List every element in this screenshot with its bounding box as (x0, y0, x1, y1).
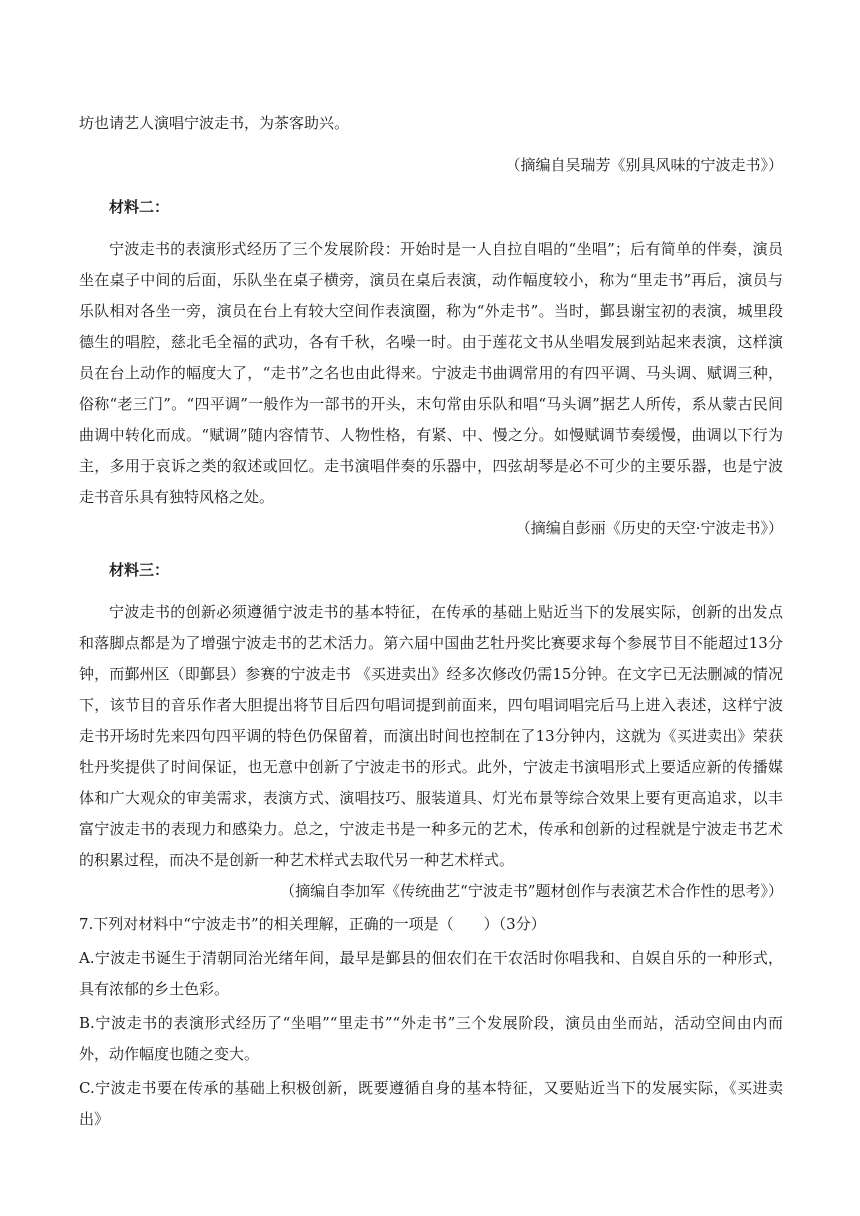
material1-tail: 坊也请艺人演唱宁波走书，为茶客助兴。 (79, 114, 350, 132)
material3-source: （摘编自李加军《传统曲艺“宁波走书”题材创作与表演艺术合作性的思考》） (280, 882, 783, 900)
document-content (79, 108, 783, 1135)
material2-body: 宁波走书的表演形式经历了三个发展阶段：开始时是一人自拉自唱的“坐唱”；后有简单的伴奏，演员坐在桌子中间的后面，乐队坐在桌子横旁，演员在桌后表演，动作幅度较小，称为“里走书”再后，演员与乐队相对各坐一旁，演员在台上有较大空间作表演圈，称为“外走书”。当时，鄞县谢宝初的表演，城里段德生的唱腔，慈北毛全福的武功，各有千秋，名噪一时。由于莲花文书从坐唱发展到站起来表演，这样演员在台上动作的幅度大了，“走书”之名也由此得来。宁波走书曲调常用的有四平调、马头调、赋调三种，俗称“老三门”。“四平调”一般作为一部书的开头，末句常由乐队和唱“马头调”据艺人所传，系从蒙古民间曲调中转化而成。“赋调”随内容情节、人物性格，有紧、中、慢之分。如慢赋调节奏缓慢，曲调以下行为主，多用于哀诉之类的叙述或回忆。走书演唱伴奏的乐器中，四弦胡琴是必不可少的主要乐器，也是宁波走书音乐具有独特风格之处。 (79, 240, 783, 506)
option-a: A.宁波走书诞生于清朝同治光绪年间，最早是鄞县的佃农们在干农活时你唱我和、自娱自乐的一种形式，具有浓郁的乡土色彩。 (79, 949, 783, 998)
material1-source: （摘编自吴瑞芳《别具风味的宁波走书》） (505, 156, 783, 174)
material2-heading: 材料二： (109, 198, 170, 216)
material3-body: 宁波走书的创新必须遵循宁波走书的基本特征，在传承的基础上贴近当下的发展实际，创新的出发点和落脚点都是为了增强宁波走书的艺术活力。第六届中国曲艺牡丹奖比赛要求每个参展节目不能超过13分钟，而鄞州区（即鄞县）参赛的宁波走书 《买进卖出》经多次修改仍需15分钟。在文字已无法删减的情况下，该节目的音乐作者大胆提出将节目后四句唱词提到前面来，四句唱词唱完后马上进入表述，这样宁波走书开场时先来四句四平调的特色仍保留着，而演出时间也控制在了13分钟内，这就为《买进卖出》荣获牡丹奖提供了时间保证，也无意中创新了宁波走书的形式。此外，宁波走书演唱形式上要适应新的传播媒体和广大观众的审美需求，表演方式、演唱技巧、服装道具、灯光布景等综合效果上要有更高追求，以丰富宁波走书的表现力和感染力。总之，宁波走书是一种多元的艺术，传承和创新的过程就是宁波走书艺术的积累过程，而决不是创新一种艺术样式去取代另一种艺术样式。 (79, 603, 783, 869)
option-b: B.宁波走书的表演形式经历了“坐唱”“里走书”“外走书”三个发展阶段，演员由坐而站，活动空间由内而外，动作幅度也随之变大。 (79, 1014, 783, 1063)
option-c: C.宁波走书要在传承的基础上积极创新，既要遵循自身的基本特征，又要贴近当下的发展实际，《买进卖出》 (79, 1079, 783, 1128)
material3-heading: 材料三： (109, 561, 170, 579)
question-stem: 7.下列对材料中“宁波走书”的相关理解，正确的一项是（ ）（3分） (79, 915, 546, 933)
material2-source: （摘编自彭丽《历史的天空·宁波走书》） (515, 519, 783, 537)
